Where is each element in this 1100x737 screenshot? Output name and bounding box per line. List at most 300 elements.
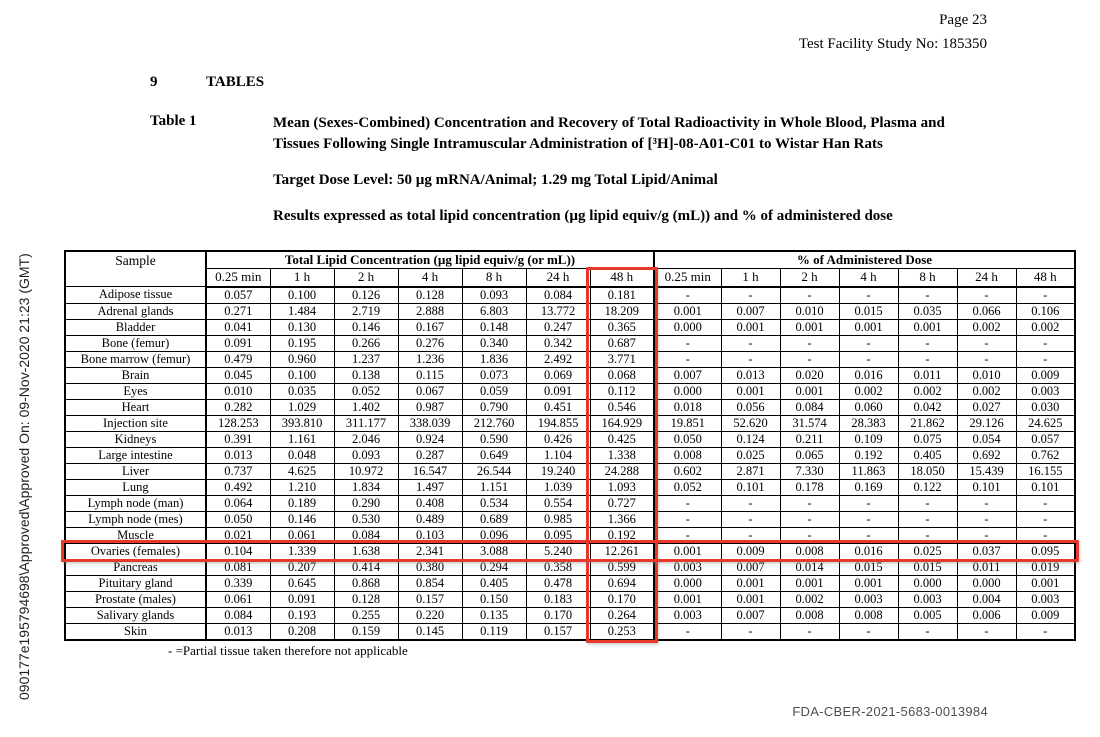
dose-value: - xyxy=(839,351,898,367)
sample-name: Muscle xyxy=(65,527,206,543)
dose-value: 0.016 xyxy=(839,543,898,559)
lipid-value: 0.146 xyxy=(270,511,334,527)
lipid-value: 0.096 xyxy=(462,527,526,543)
lipid-value: 0.093 xyxy=(334,447,398,463)
lipid-value: 1.151 xyxy=(462,479,526,495)
dose-value: 0.101 xyxy=(721,479,780,495)
dose-value: - xyxy=(780,527,839,543)
dose-timepoint-header: 24 h xyxy=(957,269,1016,287)
dose-value: 0.008 xyxy=(839,607,898,623)
dose-value: 0.101 xyxy=(1016,479,1075,495)
lipid-value: 0.924 xyxy=(398,431,462,447)
dose-value: - xyxy=(721,623,780,640)
lipid-value: 5.240 xyxy=(526,543,590,559)
section-heading xyxy=(150,74,264,91)
lipid-value: 2.046 xyxy=(334,431,398,447)
lipid-value: 2.888 xyxy=(398,303,462,319)
lipid-value: 0.193 xyxy=(270,607,334,623)
sample-name: Adipose tissue xyxy=(65,287,206,304)
lipid-value: 0.084 xyxy=(334,527,398,543)
lipid-value: 338.039 xyxy=(398,415,462,431)
lipid-value: 1.638 xyxy=(334,543,398,559)
dose-value: - xyxy=(1016,287,1075,304)
lipid-value: 393.810 xyxy=(270,415,334,431)
lipid-value: 0.103 xyxy=(398,527,462,543)
dose-value: 0.001 xyxy=(654,543,721,559)
dose-value: 0.002 xyxy=(898,383,957,399)
lipid-value: 0.255 xyxy=(334,607,398,623)
lipid-value: 0.104 xyxy=(206,543,270,559)
table-row xyxy=(65,511,1075,527)
dose-value: 0.015 xyxy=(839,559,898,575)
dose-value: 0.101 xyxy=(957,479,1016,495)
dose-value: - xyxy=(654,351,721,367)
lipid-concentration-group-header: Total Lipid Concentration (µg lipid equiv/g (or mL)) xyxy=(206,251,654,269)
lipid-timepoint-header: 0.25 min xyxy=(206,269,270,287)
lipid-value: 2.341 xyxy=(398,543,462,559)
lipid-value: 0.057 xyxy=(206,287,270,304)
sample-name: Liver xyxy=(65,463,206,479)
dose-value: 0.006 xyxy=(957,607,1016,623)
dose-value: 0.066 xyxy=(957,303,1016,319)
lipid-value: 0.091 xyxy=(206,335,270,351)
table-row-ovaries xyxy=(65,543,1075,559)
sample-name: Bone (femur) xyxy=(65,335,206,351)
lipid-value: 0.010 xyxy=(206,383,270,399)
lipid-value: 0.546 xyxy=(590,399,654,415)
lipid-value: 0.119 xyxy=(462,623,526,640)
dose-value: 0.762 xyxy=(1016,447,1075,463)
dose-value: 0.000 xyxy=(654,319,721,335)
dose-value: 2.871 xyxy=(721,463,780,479)
lipid-value: 19.240 xyxy=(526,463,590,479)
dose-value: 0.011 xyxy=(957,559,1016,575)
lipid-value: 12.261 xyxy=(590,543,654,559)
lipid-value: 0.247 xyxy=(526,319,590,335)
lipid-value: 1.104 xyxy=(526,447,590,463)
lipid-value: 0.195 xyxy=(270,335,334,351)
lipid-value: 1.338 xyxy=(590,447,654,463)
dose-value: - xyxy=(654,511,721,527)
dose-timepoint-header: 1 h xyxy=(721,269,780,287)
sample-name: Brain xyxy=(65,367,206,383)
dose-value: 19.851 xyxy=(654,415,721,431)
dose-value: 0.020 xyxy=(780,367,839,383)
dose-value: 0.169 xyxy=(839,479,898,495)
dose-value: - xyxy=(898,335,957,351)
dose-value: 0.109 xyxy=(839,431,898,447)
dose-value: - xyxy=(1016,335,1075,351)
lipid-value: 0.380 xyxy=(398,559,462,575)
dose-value: 0.002 xyxy=(1016,319,1075,335)
dose-value: 0.019 xyxy=(1016,559,1075,575)
lipid-value: 0.854 xyxy=(398,575,462,591)
dose-value: 0.002 xyxy=(957,383,1016,399)
lipid-value: 0.159 xyxy=(334,623,398,640)
dose-value: 0.178 xyxy=(780,479,839,495)
dose-value: 0.008 xyxy=(780,543,839,559)
lipid-timepoint-header: 24 h xyxy=(526,269,590,287)
dose-value: 0.002 xyxy=(780,591,839,607)
table-label: Table 1 xyxy=(150,113,197,129)
dose-value: - xyxy=(780,351,839,367)
table-row xyxy=(65,591,1075,607)
dose-timepoint-header: 2 h xyxy=(780,269,839,287)
table-row xyxy=(65,607,1075,623)
lipid-value: 0.276 xyxy=(398,335,462,351)
table-title: Mean (Sexes-Combined) Concentration and Recovery of Total Radioactivity in Whole Blood, Plasma and Tissues Following Single Intramuscular Administration of [³H]-08-A01-C01 to Wistar Han Rats xyxy=(273,115,945,152)
lipid-value: 0.478 xyxy=(526,575,590,591)
dose-value: 0.015 xyxy=(839,303,898,319)
lipid-value: 0.339 xyxy=(206,575,270,591)
dose-value: 0.001 xyxy=(780,319,839,335)
dose-value: - xyxy=(839,511,898,527)
dose-value: 0.003 xyxy=(1016,591,1075,607)
dose-value: - xyxy=(780,623,839,640)
dose-value: 0.009 xyxy=(1016,607,1075,623)
dose-value: 0.050 xyxy=(654,431,721,447)
lipid-value: 3.088 xyxy=(462,543,526,559)
dose-value: 0.030 xyxy=(1016,399,1075,415)
dose-value: 0.003 xyxy=(839,591,898,607)
dose-value: 29.126 xyxy=(957,415,1016,431)
lipid-value: 0.100 xyxy=(270,367,334,383)
dose-value: 0.000 xyxy=(654,383,721,399)
lipid-value: 0.128 xyxy=(334,591,398,607)
dose-value: 0.001 xyxy=(1016,575,1075,591)
lipid-value: 128.253 xyxy=(206,415,270,431)
lipid-value: 0.013 xyxy=(206,623,270,640)
dose-value: 0.008 xyxy=(780,607,839,623)
lipid-value: 0.489 xyxy=(398,511,462,527)
dose-value: 0.692 xyxy=(957,447,1016,463)
lipid-value: 0.035 xyxy=(270,383,334,399)
dose-value: 0.025 xyxy=(721,447,780,463)
dose-value: 0.003 xyxy=(898,591,957,607)
lipid-value: 0.192 xyxy=(590,527,654,543)
lipid-value: 194.855 xyxy=(526,415,590,431)
dose-value: - xyxy=(957,335,1016,351)
lipid-value: 0.128 xyxy=(398,287,462,304)
lipid-value: 0.358 xyxy=(526,559,590,575)
lipid-value: 0.266 xyxy=(334,335,398,351)
dose-value: 0.122 xyxy=(898,479,957,495)
dose-value: - xyxy=(839,287,898,304)
dose-value: 0.052 xyxy=(654,479,721,495)
dose-value: 0.009 xyxy=(1016,367,1075,383)
table-row xyxy=(65,447,1075,463)
lipid-value: 0.340 xyxy=(462,335,526,351)
dose-value: 0.001 xyxy=(839,319,898,335)
lipid-value: 0.290 xyxy=(334,495,398,511)
lipid-value: 0.041 xyxy=(206,319,270,335)
table-row xyxy=(65,623,1075,640)
lipid-value: 1.029 xyxy=(270,399,334,415)
lipid-value: 0.451 xyxy=(526,399,590,415)
dose-value: 0.001 xyxy=(654,591,721,607)
section-title: TABLES xyxy=(206,74,265,90)
dose-value: - xyxy=(957,527,1016,543)
lipid-value: 0.414 xyxy=(334,559,398,575)
lipid-value: 0.790 xyxy=(462,399,526,415)
lipid-timepoint-header: 4 h xyxy=(398,269,462,287)
dose-value: 11.863 xyxy=(839,463,898,479)
table-row xyxy=(65,383,1075,399)
dose-value: - xyxy=(721,495,780,511)
lipid-value: 0.282 xyxy=(206,399,270,415)
lipid-value: 1.039 xyxy=(526,479,590,495)
dose-value: 0.011 xyxy=(898,367,957,383)
sample-name: Heart xyxy=(65,399,206,415)
lipid-value: 0.727 xyxy=(590,495,654,511)
sample-name: Lymph node (man) xyxy=(65,495,206,511)
section-number: 9 xyxy=(150,74,158,90)
lipid-value: 0.157 xyxy=(398,591,462,607)
study-number: Test Facility Study No: 185350 xyxy=(798,36,987,52)
dose-value: - xyxy=(898,623,957,640)
lipid-value: 0.985 xyxy=(526,511,590,527)
lipid-value: 0.095 xyxy=(526,527,590,543)
dose-value: 0.056 xyxy=(721,399,780,415)
lipid-value: 0.183 xyxy=(526,591,590,607)
dose-value: - xyxy=(898,511,957,527)
sample-name: Adrenal glands xyxy=(65,303,206,319)
dose-value: - xyxy=(721,335,780,351)
dose-value: 0.000 xyxy=(957,575,1016,591)
dose-value: - xyxy=(1016,511,1075,527)
lipid-value: 0.554 xyxy=(526,495,590,511)
lipid-value: 0.048 xyxy=(270,447,334,463)
dose-value: - xyxy=(780,335,839,351)
sidebar-approval-text: 090177e195794698\Approved\Approved On: 09-Nov-2020 21:23 (GMT) xyxy=(16,253,32,700)
dose-value: - xyxy=(1016,527,1075,543)
dose-value: - xyxy=(654,335,721,351)
lipid-value: 1.236 xyxy=(398,351,462,367)
table-row xyxy=(65,479,1075,495)
lipid-value: 1.497 xyxy=(398,479,462,495)
lipid-value: 0.960 xyxy=(270,351,334,367)
dose-value: 0.025 xyxy=(898,543,957,559)
dose-value: 52.620 xyxy=(721,415,780,431)
dose-timepoint-header: 0.25 min xyxy=(654,269,721,287)
page-header xyxy=(799,8,987,56)
lipid-value: 0.064 xyxy=(206,495,270,511)
lipid-value: 0.146 xyxy=(334,319,398,335)
table-row xyxy=(65,367,1075,383)
dose-value: - xyxy=(1016,623,1075,640)
dose-value: 0.010 xyxy=(957,367,1016,383)
dose-value: 0.084 xyxy=(780,399,839,415)
sample-name: Pituitary gland xyxy=(65,575,206,591)
dose-value: - xyxy=(957,495,1016,511)
lipid-value: 0.067 xyxy=(398,383,462,399)
lipid-value: 4.625 xyxy=(270,463,334,479)
dose-value: - xyxy=(839,335,898,351)
table-row xyxy=(65,575,1075,591)
dose-value: 0.005 xyxy=(898,607,957,623)
lipid-value: 0.045 xyxy=(206,367,270,383)
dose-value: 15.439 xyxy=(957,463,1016,479)
group-header-row xyxy=(65,251,1075,269)
timepoint-header-row xyxy=(65,269,1075,287)
dose-value: 0.192 xyxy=(839,447,898,463)
dose-value: 0.001 xyxy=(721,383,780,399)
dose-value: 0.075 xyxy=(898,431,957,447)
lipid-value: 0.073 xyxy=(462,367,526,383)
lipid-value: 2.492 xyxy=(526,351,590,367)
dose-value: 0.013 xyxy=(721,367,780,383)
sample-name: Lung xyxy=(65,479,206,495)
lipid-value: 0.059 xyxy=(462,383,526,399)
lipid-value: 3.771 xyxy=(590,351,654,367)
sample-name: Eyes xyxy=(65,383,206,399)
lipid-value: 0.492 xyxy=(206,479,270,495)
dose-value: - xyxy=(780,287,839,304)
lipid-value: 24.288 xyxy=(590,463,654,479)
dose-value: - xyxy=(654,623,721,640)
lipid-value: 0.100 xyxy=(270,287,334,304)
dose-value: 0.060 xyxy=(839,399,898,415)
document-id: FDA-CBER-2021-5683-0013984 xyxy=(792,704,988,719)
lipid-value: 0.068 xyxy=(590,367,654,383)
lipid-value: 0.181 xyxy=(590,287,654,304)
lipid-value: 0.342 xyxy=(526,335,590,351)
table-caption xyxy=(273,113,957,227)
table-row xyxy=(65,351,1075,367)
dose-value: 0.106 xyxy=(1016,303,1075,319)
lipid-value: 0.126 xyxy=(334,287,398,304)
lipid-value: 0.167 xyxy=(398,319,462,335)
dose-value: 24.625 xyxy=(1016,415,1075,431)
dose-value: - xyxy=(1016,495,1075,511)
lipid-value: 0.170 xyxy=(590,591,654,607)
lipid-value: 0.294 xyxy=(462,559,526,575)
dose-level-line: Target Dose Level: 50 µg mRNA/Animal; 1.29 mg Total Lipid/Animal xyxy=(273,172,718,188)
lipid-value: 1.093 xyxy=(590,479,654,495)
dose-value: 0.009 xyxy=(721,543,780,559)
dose-value: 31.574 xyxy=(780,415,839,431)
table-head xyxy=(65,251,1075,287)
dose-value: 0.211 xyxy=(780,431,839,447)
lipid-value: 0.405 xyxy=(462,575,526,591)
table-body xyxy=(65,287,1075,640)
lipid-value: 0.590 xyxy=(462,431,526,447)
dose-value: - xyxy=(957,351,1016,367)
dose-value: - xyxy=(654,495,721,511)
dose-value: - xyxy=(721,351,780,367)
dose-value: - xyxy=(957,623,1016,640)
dose-value: 0.602 xyxy=(654,463,721,479)
dose-value: 0.057 xyxy=(1016,431,1075,447)
lipid-value: 0.530 xyxy=(334,511,398,527)
sample-name: Skin xyxy=(65,623,206,640)
lipid-value: 0.115 xyxy=(398,367,462,383)
dose-value: 0.015 xyxy=(898,559,957,575)
dose-value: 0.003 xyxy=(654,559,721,575)
sample-name: Prostate (males) xyxy=(65,591,206,607)
lipid-value: 0.091 xyxy=(526,383,590,399)
lipid-value: 0.170 xyxy=(526,607,590,623)
sample-name: Kidneys xyxy=(65,431,206,447)
dose-timepoint-header: 8 h xyxy=(898,269,957,287)
dose-value: 0.002 xyxy=(839,383,898,399)
lipid-value: 0.112 xyxy=(590,383,654,399)
lipid-value: 1.237 xyxy=(334,351,398,367)
lipid-value: 0.069 xyxy=(526,367,590,383)
lipid-value: 0.091 xyxy=(270,591,334,607)
lipid-value: 0.534 xyxy=(462,495,526,511)
dose-value: 16.155 xyxy=(1016,463,1075,479)
dose-value: 0.095 xyxy=(1016,543,1075,559)
lipid-value: 0.479 xyxy=(206,351,270,367)
lipid-value: 0.408 xyxy=(398,495,462,511)
dose-value: - xyxy=(721,527,780,543)
dose-value: 0.016 xyxy=(839,367,898,383)
table-footnote: - =Partial tissue taken therefore not applicable xyxy=(168,642,408,658)
admin-dose-group-header: % of Administered Dose xyxy=(654,251,1075,269)
dose-value: 0.001 xyxy=(780,575,839,591)
lipid-value: 0.687 xyxy=(590,335,654,351)
lipid-value: 0.052 xyxy=(334,383,398,399)
sample-name: Pancreas xyxy=(65,559,206,575)
lipid-value: 1.366 xyxy=(590,511,654,527)
dose-value: 0.003 xyxy=(654,607,721,623)
dose-value: 0.008 xyxy=(654,447,721,463)
lipid-value: 1.161 xyxy=(270,431,334,447)
lipid-value: 0.093 xyxy=(462,287,526,304)
lipid-value: 0.130 xyxy=(270,319,334,335)
lipid-value: 212.760 xyxy=(462,415,526,431)
dose-value: - xyxy=(839,527,898,543)
dose-value: - xyxy=(721,511,780,527)
lipid-value: 0.021 xyxy=(206,527,270,543)
lipid-value: 0.365 xyxy=(590,319,654,335)
dose-value: - xyxy=(721,287,780,304)
results-line: Results expressed as total lipid concentration (µg lipid equiv/g (mL)) and % of administered dose xyxy=(273,208,893,224)
dose-value: 7.330 xyxy=(780,463,839,479)
lipid-value: 0.645 xyxy=(270,575,334,591)
dose-value: 0.000 xyxy=(898,575,957,591)
lipid-value: 0.689 xyxy=(462,511,526,527)
dose-value: - xyxy=(898,495,957,511)
table-row xyxy=(65,319,1075,335)
lipid-value: 0.391 xyxy=(206,431,270,447)
dose-timepoint-header: 4 h xyxy=(839,269,898,287)
dose-value: 0.007 xyxy=(721,559,780,575)
dose-value: 0.001 xyxy=(654,303,721,319)
lipid-value: 0.081 xyxy=(206,559,270,575)
lipid-value: 13.772 xyxy=(526,303,590,319)
dose-value: - xyxy=(898,287,957,304)
dose-value: 0.002 xyxy=(957,319,1016,335)
sample-name: Bladder xyxy=(65,319,206,335)
dose-value: 0.014 xyxy=(780,559,839,575)
lipid-value: 0.135 xyxy=(462,607,526,623)
sample-name: Lymph node (mes) xyxy=(65,511,206,527)
lipid-value: 0.649 xyxy=(462,447,526,463)
dose-value: 18.050 xyxy=(898,463,957,479)
lipid-value: 0.987 xyxy=(398,399,462,415)
dose-value: 0.001 xyxy=(898,319,957,335)
lipid-value: 0.271 xyxy=(206,303,270,319)
table-row xyxy=(65,463,1075,479)
table-row xyxy=(65,431,1075,447)
sample-column-header: Sample xyxy=(65,251,206,287)
lipid-value: 0.061 xyxy=(206,591,270,607)
dose-value: 0.124 xyxy=(721,431,780,447)
dose-value: - xyxy=(780,511,839,527)
dose-value: 0.037 xyxy=(957,543,1016,559)
